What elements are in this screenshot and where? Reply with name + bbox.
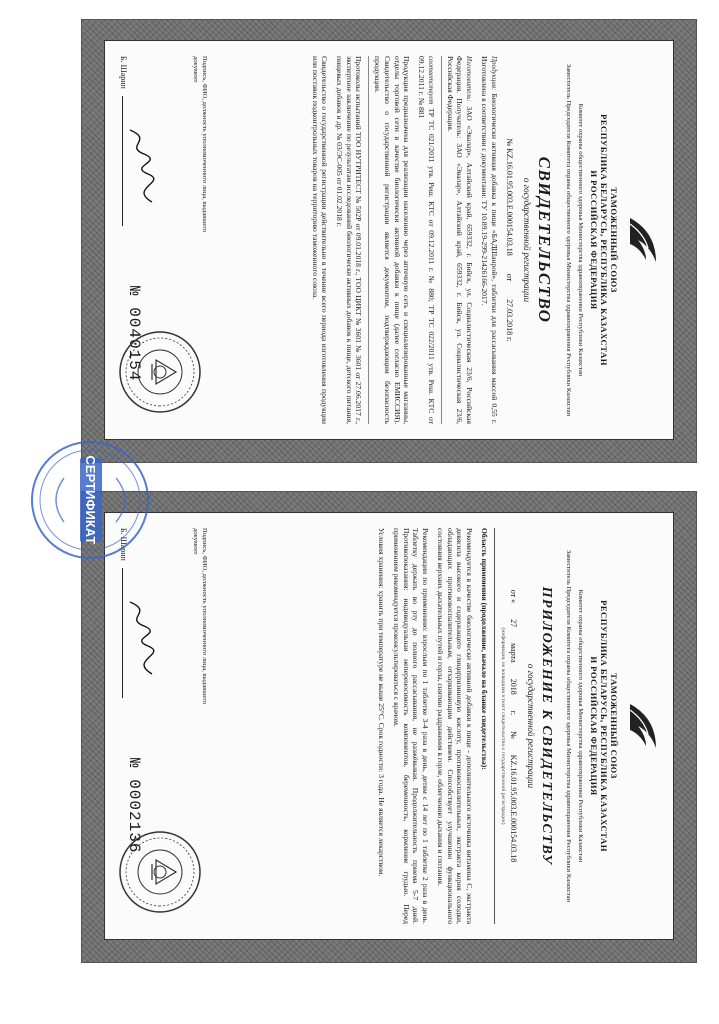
org-line: И РОССИЙСКАЯ ФЕДЕРАЦИЯ	[589, 656, 600, 796]
org-header	[588, 56, 618, 424]
org-line: ТАМОЖЕННЫЙ СОЮЗ	[609, 673, 619, 779]
manufacturer-section	[445, 56, 474, 424]
protocols-text: Протоколы испытаний ТОО НУТРИТЕСТ № 502Р от 09.01.2018 г., ТОО ЦИКТ № 3601 № 3601 от 27.06.2017 г., экспертное заключение по результатам исследований биологически активных добавок к пище, детского питания, пищевых добавок и др. № 03/ЭС-005 от 01.02.2018 г.	[335, 56, 364, 424]
manufacturer-label: Изготовитель:	[465, 56, 474, 102]
manufacturer-text: ЗАО «Эвалар», Алтайский край, 659332, г. Бийск, ул. Социалистическая 23/6, Российская Федерация. Получатель: ЗАО «Эвалар», Алтайский край, 659332, г. Бийск, ул. Социалистическая 23/6, Российская Федерация.	[445, 56, 475, 424]
official-seal	[118, 330, 202, 414]
registration-line	[504, 56, 514, 424]
form-number: № 0002136	[125, 758, 144, 854]
date-day: 27	[509, 619, 519, 628]
certificate-stamp	[28, 438, 152, 562]
scope-heading: Область применения (продолжение, начало на бланке свидетельства):	[479, 528, 489, 770]
signature-block	[118, 528, 208, 924]
issuer-text: Комитет охраны общественного здоровья Министерства здравоохранения Республики Казахстан	[577, 103, 585, 377]
signer-name: Б. Шарип	[119, 56, 129, 89]
divider	[494, 528, 495, 924]
registration-number: № KZ.16.01.95.003.E.000154.03.18	[505, 138, 515, 256]
org-line: ТАМОЖЕННЫЙ СОЮЗ	[609, 187, 619, 293]
divider	[441, 56, 442, 424]
divider	[368, 56, 369, 424]
document-title: ПРИЛОЖЕНИЕ К СВИДЕТЕЛЬСТВУ	[538, 586, 554, 866]
registration-date-label: от	[505, 273, 515, 282]
org-line: И РОССИЙСКАЯ ФЕДЕРАЦИЯ	[589, 170, 600, 310]
number-prefix: №	[509, 731, 519, 739]
org-line: РЕСПУБЛИКА БЕЛАРУСЬ, РЕСПУБЛИКА КАЗАХСТАН	[599, 600, 610, 852]
date-prefix: от «	[509, 589, 519, 604]
date-year: 2018	[509, 678, 519, 695]
signature-scribble	[122, 598, 158, 678]
usage-text: Продукция предназначена для реализации населению через аптечную сеть и специализированные магазины, отделы торговой сети в качестве биологически активной добавки к пище (далее согласно ЕМИССИЯ). Свидетельство о государственной регистрации является документом, подтверждающим безопасность продукции.	[373, 56, 412, 424]
validity-text: Свидетельство о государственной регистрации действительно в течение всего периода изготовления продукции или поставок подконтрольных товаров на территорию таможенного союза.	[310, 56, 330, 424]
signer-title: Подпись, ФИО, должность уполномоченного лица, выдавшего документ	[192, 56, 208, 233]
deputy-text: Заместитель Председателя Комитета охраны общественного здоровья Министерства здравоохранения Республики Казахстан	[565, 63, 573, 417]
registration-date: 27.03.2018 г.	[505, 299, 515, 342]
document-subtitle: о государственной регистрации	[521, 177, 532, 303]
document-title: СВИДЕТЕЛЬСТВО	[534, 156, 554, 324]
signature-scribble	[122, 126, 158, 206]
issuer-text: Комитет охраны общественного здоровья Министерства здравоохранения Республики Казахстан	[577, 589, 585, 863]
org-line: РЕСПУБЛИКА БЕЛАРУСЬ, РЕСПУБЛИКА КАЗАХСТАН	[599, 114, 610, 366]
document-subtitle: о государственной регистрации	[525, 663, 536, 789]
certificate-sheet	[82, 20, 696, 462]
appendix-sheet	[82, 492, 696, 962]
signer-name: Б. Шарип	[119, 528, 129, 561]
org-header	[588, 528, 618, 924]
compliance-section	[416, 56, 436, 424]
certificate-content	[106, 42, 672, 438]
customs-union-logo	[626, 210, 660, 270]
certificate-body	[104, 40, 674, 440]
customs-union-logo	[626, 696, 660, 756]
deputy-text: Заместитель Председателя Комитета охраны общественного здоровья Министерства здравоохранения Республики Казахстан	[565, 549, 573, 903]
fine-note: (информация, не вошедшая в текст свидетельства о государственной регистрации)	[499, 627, 506, 825]
signature-block	[118, 56, 208, 424]
date-year-suffix: г.	[509, 710, 519, 716]
product-section	[479, 56, 499, 424]
compliance-text: ТР ТС 021/2011 утв. Реш. КТС от 09.12.2011 г. № 880; ТР ТС 022/2011 утв. Реш. КТС от 09.12.2011 г. № 881	[417, 56, 436, 424]
signer-title: Подпись, ФИО, должность уполномоченного лица, выдавшего документ	[192, 528, 208, 705]
product-label: Продукция:	[490, 56, 499, 91]
official-seal	[118, 830, 202, 914]
stamp-text: СЕРТИФИКАТ	[83, 455, 98, 545]
form-number: № 0040154	[125, 286, 144, 382]
product-text: Биологически активная добавка к пище «БАДШанрой», таблетки для рассасывания массой 0,55 г. Изготовлена в соответствии с документами: ТУ 10.89.19-299-21426166-2017.	[480, 56, 500, 424]
scope-text: Рекомендуется в качестве биологически активной добавки к пище - дополнительного источника витамина С, экстракта девясила высокого и содержащего глицирризиновую кислоту, противовоспалительных, экстракта корня солодки, обладающих противовоспалительным, отхаркивающим действием. Способствует улучшению функционального состояния верхних дыхательных путей и горла, снятию раздражения в горле, облегчению дыхания и глотания.	[435, 528, 475, 924]
compliance-label: соответствует	[427, 56, 435, 105]
appendix-content	[106, 514, 672, 938]
appendix-body	[104, 512, 674, 940]
dosage-text: Рекомендации по применению: взрослым по 1 таблетке 3-4 раза в день, детям с 14 лет по 1 таблетке 2 раза в день. Таблетку держать во рту до полного рассасывания, не разжёвывая. Продолжительность приема 5-7 дней. Противопоказания: индивидуальная непереносимость компонентов, беременность, кормление грудью. Перед применением рекомендуется проконсультироваться с врачом.	[392, 528, 431, 924]
registration-line	[508, 528, 518, 924]
registration-number: KZ.16.01.95.003.E.000154.03.18	[509, 754, 519, 863]
date-month: марта	[509, 643, 519, 663]
storage-text: Условия хранения: хранить при температуре не выше 25°С. Срок годности: 3 года. Не является лекарством.	[377, 528, 387, 877]
